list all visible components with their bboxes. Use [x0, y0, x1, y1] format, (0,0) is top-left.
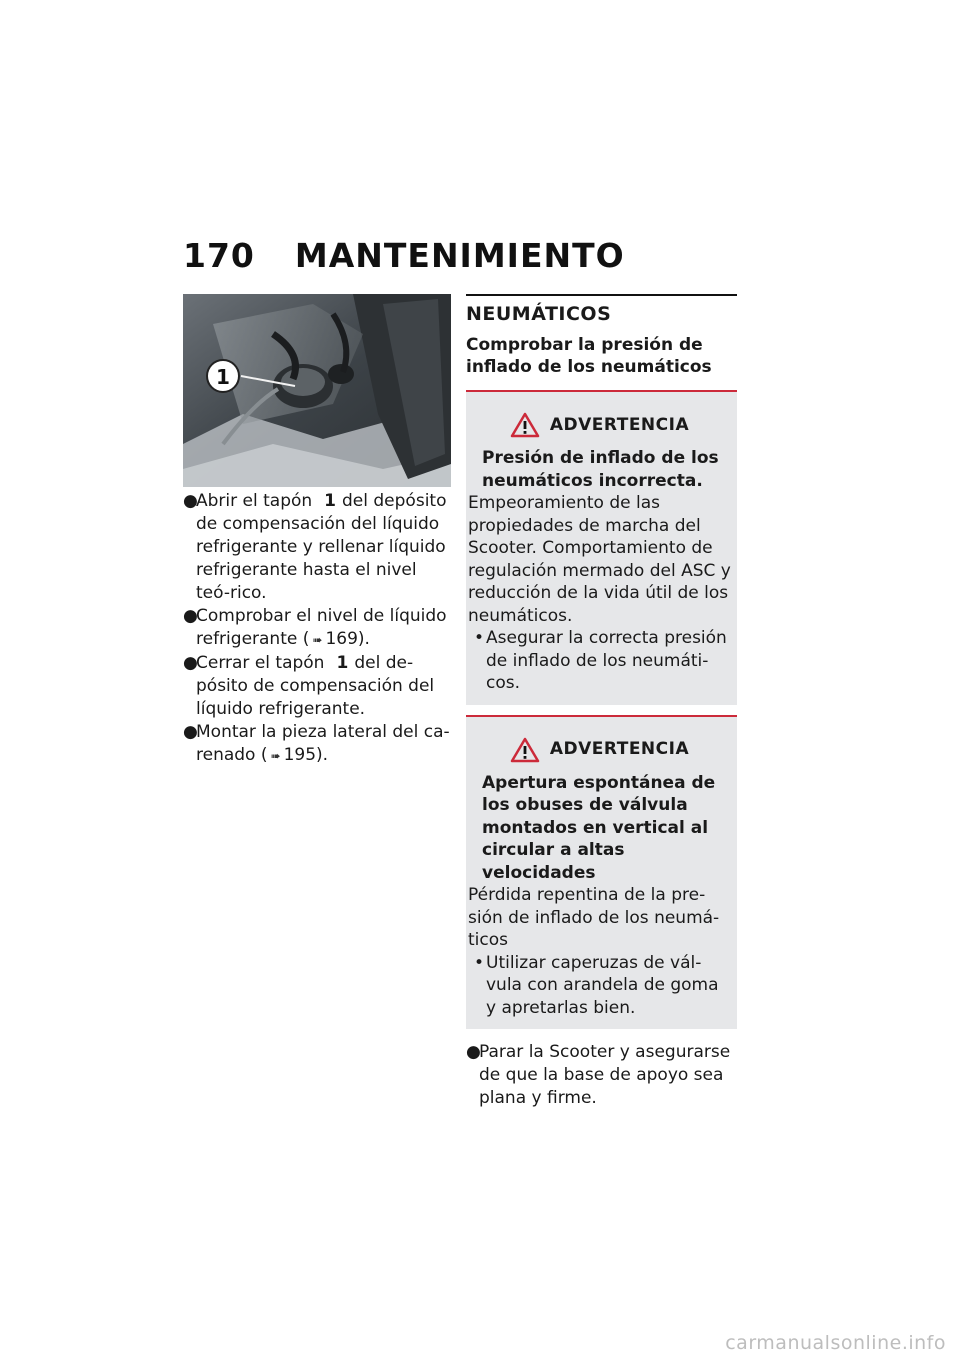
warning-box-pressure	[466, 390, 737, 705]
sub-title: Comprobar la presión de inflado de los neumáticos	[466, 335, 712, 377]
warning-triangle-icon	[510, 412, 540, 438]
warning-header	[468, 412, 731, 438]
step-check-level: ● Comprobar el nivel de líquido refrigerante ( ➠ 169).	[183, 606, 447, 649]
photo-callout-1: 1	[216, 365, 230, 389]
bullet-icon: ●	[183, 722, 198, 742]
page-header	[183, 236, 625, 275]
bullet-icon: ●	[183, 653, 198, 673]
callout-ref: 1	[336, 653, 349, 673]
warning-box-valve	[466, 715, 737, 1030]
bullet-icon: ●	[466, 1042, 481, 1062]
coolant-reservoir-photo	[183, 294, 451, 487]
right-column	[466, 294, 737, 1110]
warning-text: Empeoramiento de las propiedades de marcha del Scooter. Comportamiento de regulación mermado del ASC y reducción de la vida útil de los neumáticos.	[468, 493, 731, 626]
page-ref-link[interactable]: 169	[325, 629, 358, 649]
watermark: carmanualsonline.info	[725, 1332, 946, 1354]
bullet-icon: •	[474, 628, 485, 648]
bullet-icon: ●	[183, 491, 198, 511]
step-open-cap: ● Abrir el tapón 1 del depósito de compensación del líquido refrigerante y rellenar líquido refrigerante hasta el nivel teó-rico.	[183, 491, 447, 603]
warning-label: ADVERTENCIA	[549, 739, 690, 760]
left-steps-list	[183, 490, 453, 768]
section-title: NEUMÁTICOS	[466, 303, 612, 325]
section-title-header: MANTENIMIENTO	[294, 236, 625, 275]
page-ref-arrow-icon: ➠	[270, 749, 281, 763]
warning-action: • Asegurar la correcta presión de inflado de los neumáti-cos.	[474, 628, 727, 693]
step-mount-panel: ● Montar la pieza lateral del ca-renado ( ➠ 195).	[183, 722, 450, 765]
section-divider	[466, 294, 737, 296]
page-ref-arrow-icon: ➠	[312, 633, 323, 647]
warning-text: Pérdida repentina de la pre-sión de inflado de los neumá-ticos	[468, 885, 720, 950]
callout-ref: 1	[324, 491, 337, 511]
page-number: 170	[183, 236, 255, 275]
step-close-cap: ● Cerrar el tapón 1 del de-pósito de compensación del líquido refrigerante.	[183, 653, 435, 719]
warning-label: ADVERTENCIA	[549, 414, 690, 435]
warning-title: Presión de inflado de los neumáticos incorrecta.	[482, 448, 719, 491]
page-ref-link[interactable]: 195	[283, 745, 317, 765]
bullet-icon: ●	[183, 606, 198, 626]
warning-header	[468, 737, 731, 763]
warning-title: Apertura espontánea de los obuses de válvula montados en vertical al circular a altas velocidades	[482, 772, 716, 883]
warning-triangle-icon	[510, 737, 540, 763]
bullet-icon: •	[474, 952, 485, 973]
step-park-scooter: ● Parar la Scooter y asegurarse de que la base de apoyo sea plana y firme.	[466, 1042, 731, 1108]
warning-action: • Utilizar caperuzas de vál-vula con arandela de goma y apretarlas bien.	[474, 952, 719, 1018]
